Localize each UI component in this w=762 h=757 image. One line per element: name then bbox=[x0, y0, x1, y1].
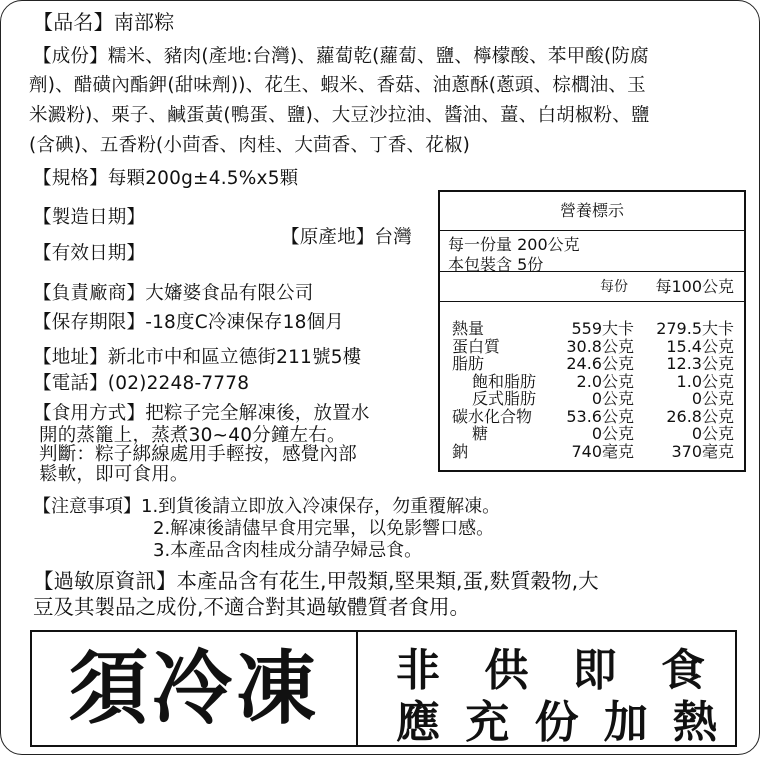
nutrient-per-serving: 53.6公克 bbox=[566, 406, 634, 426]
usage-line-1: 【食用方式】把粽子完全解凍後，放置水 bbox=[33, 403, 370, 424]
heating-note-char: 非 bbox=[396, 645, 440, 696]
nutrition-row bbox=[440, 443, 744, 461]
nutrient-per-100g: 370毫克 bbox=[671, 441, 734, 461]
notice-row-2 bbox=[33, 518, 500, 540]
nutrient-name: 反式脂肪 bbox=[472, 389, 537, 408]
expiry-date: 【有效日期】 bbox=[33, 243, 146, 264]
usage-line-3: 判斷：粽子綁線處用手輕按，感覺內部 bbox=[39, 444, 357, 465]
heating-note-char: 供 bbox=[484, 645, 529, 696]
nutrient-per-100g: 0公克 bbox=[691, 424, 734, 443]
notice-label: 【注意事項】 bbox=[33, 496, 141, 517]
heating-note-char: 熱 bbox=[673, 697, 717, 748]
heating-note-char: 食 bbox=[660, 645, 705, 696]
nutrient-per-serving: 0公克 bbox=[591, 424, 634, 443]
product-name: 【品名】南部粽 bbox=[33, 10, 175, 34]
heating-note-char: 應 bbox=[396, 697, 440, 748]
nutrient-per-serving: 0公克 bbox=[591, 389, 634, 408]
nutrition-facts-table bbox=[438, 190, 746, 472]
nutrient-per-100g: 0公克 bbox=[691, 389, 734, 408]
frozen-warning-box bbox=[30, 630, 737, 747]
allergen-info bbox=[33, 568, 743, 620]
notice-row-1 bbox=[33, 496, 500, 518]
heating-note-char: 份 bbox=[534, 697, 579, 748]
nutrition-row bbox=[440, 320, 744, 338]
manufacture-date: 【製造日期】 bbox=[33, 207, 146, 228]
nutrient-per-100g: 12.3公克 bbox=[666, 354, 734, 373]
notice-item: 3.本產品含肉桂成分請孕婦忌食。 bbox=[153, 540, 423, 561]
nutrient-name: 鈉 bbox=[452, 441, 469, 461]
nutrient-per-serving: 2.0公克 bbox=[576, 371, 634, 391]
nutrient-per-serving: 30.8公克 bbox=[566, 336, 634, 356]
allergen-line-1: 【過敏原資訊】本產品含有花生,甲殼類,堅果類,蛋,麩質穀物,大 bbox=[33, 569, 599, 593]
nutrition-row bbox=[440, 373, 744, 391]
nutrition-column-header bbox=[440, 271, 744, 302]
ingredients-line-3: 米澱粉)、栗子、鹹蛋黃(鴨蛋、鹽)、大豆沙拉油、醬油、薑、白胡椒粉、鹽 bbox=[29, 105, 650, 126]
nutrient-name: 碳水化合物 bbox=[452, 406, 533, 426]
ingredients-label: 【成份】 bbox=[33, 46, 108, 67]
ingredients-line-1: 【成份】糯米、豬肉(產地:台灣)、蘿蔔乾(蘿蔔、鹽、檸檬酸、苯甲酸(防腐 bbox=[33, 46, 649, 67]
nutrient-name: 蛋白質 bbox=[452, 336, 501, 356]
col-per-100g: 每100公克 bbox=[655, 277, 734, 296]
allergen-line-2: 豆及其製品之成份,不適合對其過敏體質者食用。 bbox=[33, 595, 471, 619]
frozen-label: 須冷凍 bbox=[32, 632, 358, 745]
nutrition-row bbox=[440, 425, 744, 443]
notice-item: 1.到貨後請立即放入冷凍保存，勿重覆解凍。 bbox=[141, 496, 501, 517]
storage-period: 【保存期限】-18度C冷凍保存18個月 bbox=[33, 312, 344, 333]
ingredients-line-2: 劑)、醋磺內酯鉀(甜味劑))、花生、蝦米、香菇、油蔥酥(蔥頭、棕櫚油、玉 bbox=[29, 75, 646, 96]
origin: 【原產地】台灣 bbox=[281, 227, 412, 248]
nutrition-row bbox=[440, 408, 744, 426]
heating-note-char: 即 bbox=[572, 645, 617, 696]
nutrient-per-serving: 24.6公克 bbox=[566, 354, 634, 373]
usage-line-4: 鬆軟，即可食用。 bbox=[39, 464, 189, 485]
notice-row-3 bbox=[33, 540, 500, 562]
spec: 【規格】每顆200g±4.5%x5顆 bbox=[33, 168, 299, 189]
nutrient-per-serving: 559大卡 bbox=[571, 319, 634, 338]
ingredients-line-4: (含碘)、五香粉(小茴香、肉桂、大茴香、丁香、花椒) bbox=[29, 135, 471, 156]
nutrient-per-100g: 26.8公克 bbox=[666, 406, 734, 426]
phone: 【電話】(02)2248-7778 bbox=[33, 373, 250, 394]
nutrient-per-100g: 279.5大卡 bbox=[656, 319, 734, 338]
nutrition-rows bbox=[440, 320, 744, 460]
address: 【地址】新北市中和區立德街211號5樓 bbox=[33, 347, 362, 368]
usage-line-2: 開的蒸籠上，蒸煮30~40分鐘左右。 bbox=[39, 425, 346, 446]
notice-section bbox=[33, 496, 500, 562]
nutrient-name: 飽和脂肪 bbox=[472, 371, 537, 391]
servings-per-package: 本包裝含 5份 bbox=[448, 255, 544, 274]
nutrient-per-100g: 1.0公克 bbox=[676, 371, 734, 391]
nutrition-row bbox=[440, 355, 744, 373]
nutrition-title: 營養標示 bbox=[440, 192, 744, 231]
heating-note-char: 充 bbox=[465, 697, 510, 748]
nutrient-name: 熱量 bbox=[452, 319, 485, 338]
serving-size: 每一份量 200公克 bbox=[448, 235, 580, 254]
nutrient-per-100g: 15.4公克 bbox=[666, 336, 734, 356]
nutrition-row bbox=[440, 390, 744, 408]
manufacturer: 【負責廠商】大嬸婆食品有限公司 bbox=[33, 283, 314, 304]
nutrient-name: 脂肪 bbox=[452, 354, 485, 373]
col-per-serving: 每份 bbox=[600, 279, 628, 295]
heating-note-line-2 bbox=[396, 686, 717, 750]
heating-note-char: 加 bbox=[603, 697, 648, 748]
nutrition-row bbox=[440, 338, 744, 356]
heating-note bbox=[358, 632, 735, 748]
nutrient-name: 糖 bbox=[472, 424, 489, 443]
notice-item: 2.解凍後請儘早食用完畢，以免影響口感。 bbox=[153, 518, 495, 539]
nutrient-per-serving: 740毫克 bbox=[571, 441, 634, 461]
nutrition-serving-info bbox=[448, 235, 580, 275]
